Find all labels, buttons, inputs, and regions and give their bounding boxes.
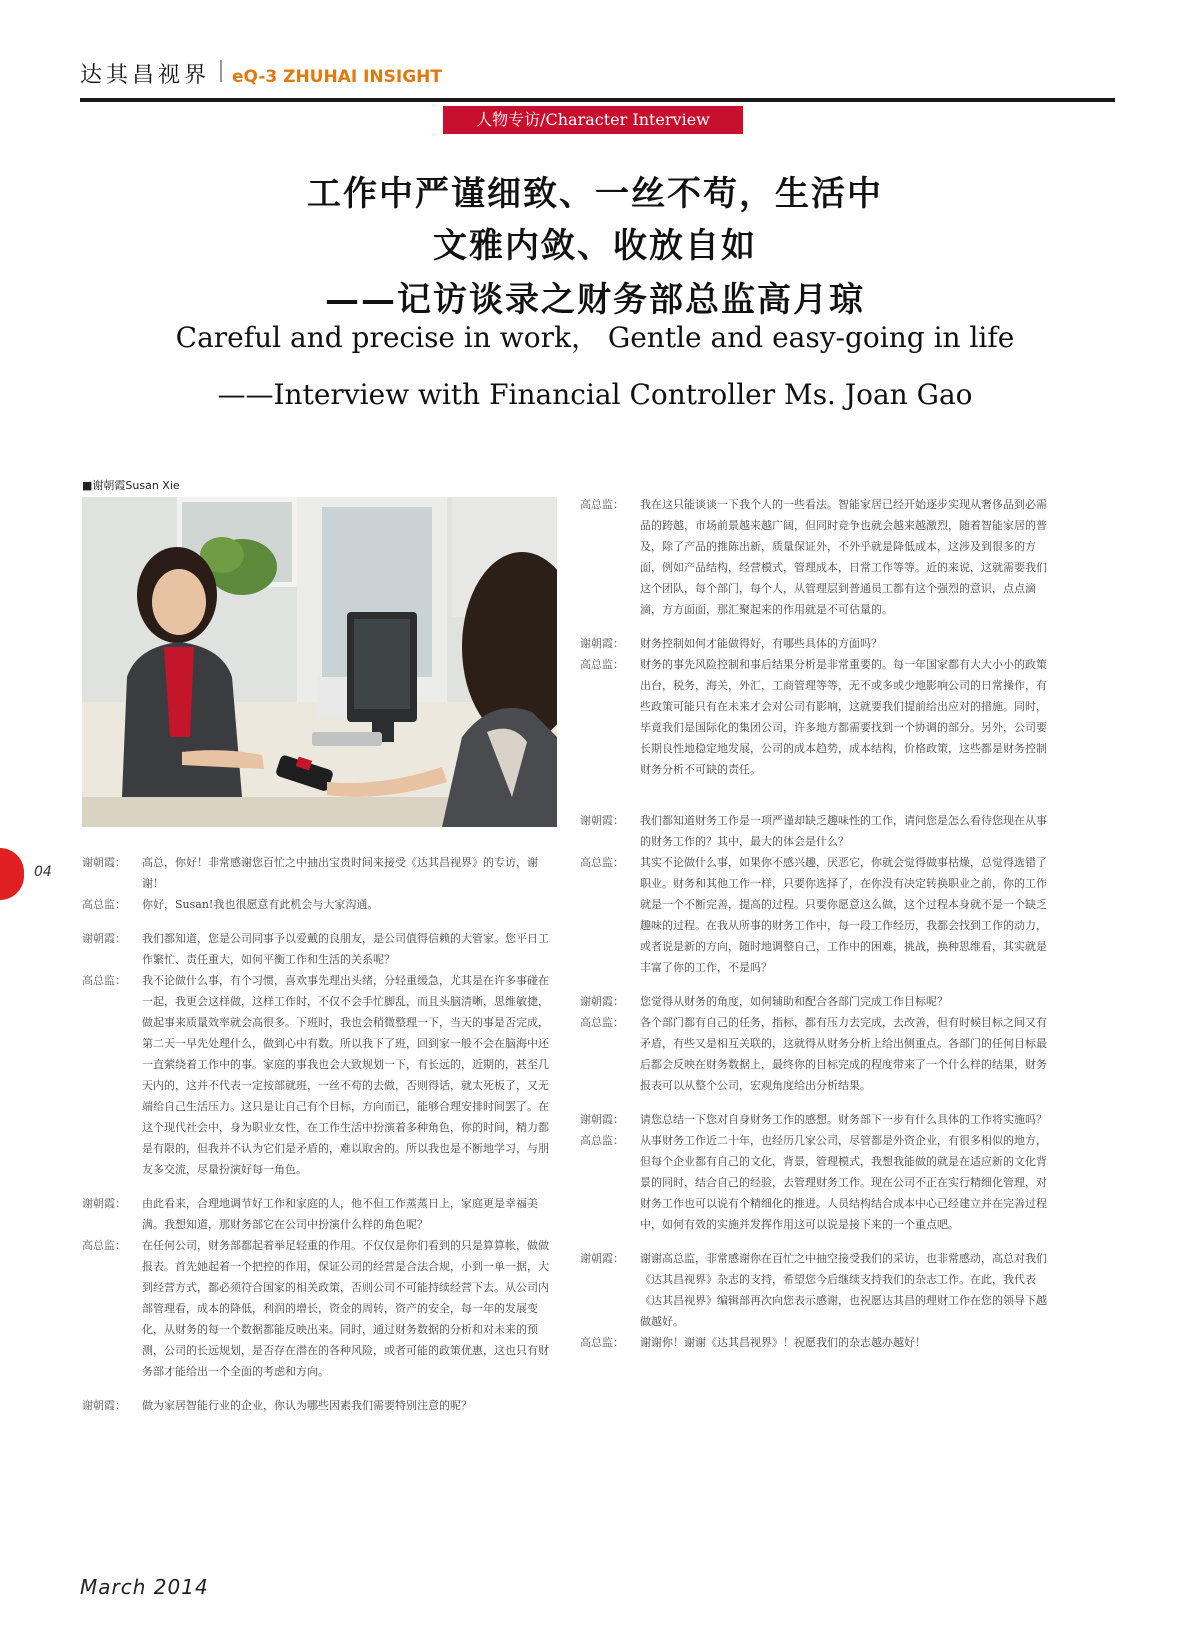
author-byline: ■谢朝霞Susan Xie [82,479,180,492]
interview-photo [82,497,557,827]
paragraph-text: 我在这只能谈谈一下我个人的一些看法。智能家居已经开始逐步实现从奢侈品到必需品的跨越，市场前景越来越广阔，但同时竞争也就会越来越激烈，随着智能家居的普及，除了产品的推陈出新，质量保证外，不外乎就是降低成本，这涉及到很多的方面，例如产品结构，经营模式，管理成本，日常工作等等。近的来说，这就需要我们这个团队，每个部门，每个人，从管理层到普通员工都有这个强烈的意识，点点滴滴，方方面面，那汇聚起来的作用就是不可估量的。 [640,498,1047,616]
speaker-label: 高总监： [580,1016,624,1029]
speaker-label: 谢朝霞： [580,1252,624,1265]
qa-paragraph [580,1130,1055,1235]
speaker-label: 高总监： [82,974,126,987]
paragraph-text: 高总，你好！非常感谢您百忙之中抽出宝贵时间来接受《达其昌视界》的专访，谢谢！ [142,856,538,890]
page-marker [0,848,24,900]
qa-paragraph [82,928,554,970]
qa-paragraph [580,991,1055,1012]
title-cn-line1: 工作中严谨细致、一丝不苟，生活中 [307,174,883,214]
title-cn-line3: ——记访谈录之财务部总监高月琼 [325,280,865,320]
speaker-label: 高总监： [580,658,624,671]
issue-date: March 2014 [80,1575,209,1599]
speaker-label: 谢朝霞： [580,1113,624,1126]
section-tag: 人物专访/Character Interview [443,106,743,134]
paragraph-text: 其实不论做什么事，如果你不感兴趣，厌恶它，你就会觉得做事枯燥，总觉得选错了职业。财务和其他工作一样，只要你选择了，在你没有决定转换职业之前，你的工作就是一个不断完善，提高的过程。只要你愿意这么做，这个过程本身就不是一个缺乏趣味的过程。在我从所事的财务工作中，每一段工作经历，我都会找到工作的动力，或者说是新的方向，随时地调整自己，工作中的困难，挑战，换种思维看，其实就是丰富了你的工作，不是吗？ [640,856,1047,974]
speaker-label: 谢朝霞： [580,814,624,827]
speaker-label: 高总监： [580,856,624,869]
speaker-label: 高总监： [82,1239,126,1252]
speaker-label: 谢朝霞： [82,1399,126,1412]
paragraph-text: 由此看来，合理地调节好工作和家庭的人，他不但工作蒸蒸日上，家庭更是幸福美满。我想知道，那财务部它在公司中扮演什么样的角色呢？ [142,1197,538,1231]
paragraph-text: 我不论做什么事，有个习惯，喜欢事先理出头绪，分轻重缓急，尤其是在许多事碰在一起，我更会这样做，这样工作时，不仅不会手忙脚乱，而且头脑清晰，思维敏捷，做起事来质量效率就会高很多。下班时，我也会稍微整理一下，当天的事是否完成，第二天一早先处理什么，做到心中有数。所以我下了班，回到家一般不会在脑海中还一直萦绕着工作中的事。家庭的事我也会大致规划一下，有长远的，近期的，甚至几天内的，这并不代表一定按部就班，一丝不苟的去做，否则得话，就太死板了，又无端给自己生活压力。这只是让自己有个目标，方向而已，能够合理安排时间罢了。在这个现代社会中，身为职业女性，在工作生活中扮演着多种角色，你的时间，精力都是有限的，但我并不认为它们是矛盾的，难以取舍的。所以我也是不断地学习，与朋友多交流，尽量扮演好每一角色。 [142,974,549,1176]
speaker-label: 高总监： [580,498,624,511]
paragraph-text: 谢谢你！谢谢《达其昌视界》！祝愿我们的杂志越办越好！ [640,1336,926,1349]
masthead [80,58,442,89]
speaker-label: 高总监： [82,898,126,911]
paragraph-text: 我们都知道，您是公司同事予以爱戴的良朋友，是公司值得信赖的大管家。您平日工作繁忙、责任重大，如何平衡工作和生活的关系呢？ [142,932,549,966]
qa-paragraph [580,1109,1055,1130]
article-left-column [82,852,554,1416]
masthead-divider [220,60,222,82]
speaker-label: 高总监： [580,1336,624,1349]
brand-english: eQ-3 ZHUHAI INSIGHT [232,67,443,87]
title-en-line2: ——Interview with Financial Controller Ms. Joan Gao [217,378,973,411]
page-number: 04 [34,864,52,880]
speaker-label: 高总监： [580,1134,624,1147]
paragraph-text: 你好，Susan!我也很愿意有此机会与大家沟通。 [142,898,379,911]
header-rule [80,98,1115,102]
qa-paragraph [580,494,1055,620]
qa-paragraph [580,654,1055,780]
qa-paragraph [580,633,1055,654]
qa-paragraph [82,894,554,915]
article-right-column [580,494,1055,1353]
qa-paragraph [580,852,1055,978]
brand-chinese: 达其昌视界 [80,63,211,88]
paragraph-text: 做为家居智能行业的企业，你认为哪些因素我们需要特别注意的呢？ [142,1399,472,1412]
paragraph-text: 请您总结一下您对自身财务工作的感想。财务部下一步有什么具体的工作将实施吗？ [640,1113,1047,1126]
speaker-label: 谢朝霞： [580,995,624,1008]
paragraph-text: 财务控制如何才能做得好，有哪些具体的方面吗？ [640,637,882,650]
paragraph-text: 在任何公司，财务部都起着举足轻重的作用。不仅仅是你们看到的只是算算帐，做做报表。首先她起着一个把控的作用，保证公司的经营是合法合规，小到一单一据，大到经营方式，都必须符合国家的相关政策，否则公司不可能持续经营下去。从公司内部管理看，成本的降低，利润的增长，资金的周转，资产的安全，每一年的发展变化，从财务的每一个数据都能反映出来。同时，通过财务数据的分析和对未来的预测，公司的长远规划，是否存在潜在的各种风险，或者可能的政策优惠，这也只有财务部才能给出一个全面的考虑和方向。 [142,1239,549,1378]
paragraph-text: 从事财务工作近二十年，也经历几家公司，尽管都是外资企业，有很多相似的地方，但每个企业都有自己的文化，背景，管理模式，我想我能做的就是在适应新的文化背景的同时，结合自己的经验，去管理财务工作。现在公司不正在实行精细化管理，对财务工作也可以说有个精细化的推进。人员结构结合成本中心已经建立并在完善过程中，如何有效的实施并发挥作用这可以说是接下来的一个重点吧。 [640,1134,1047,1231]
speaker-label: 谢朝霞： [82,932,126,945]
paragraph-text: 财务的事先风险控制和事后结果分析是非常重要的。每一年国家都有大大小小的政策出台，税务，海关，外汇，工商管理等等，无不或多或少地影响公司的日常操作，有些政策可能只有在未来才会对公司有影响，这就要我们提前给出应对的措施。同时，毕竟我们是国际化的集团公司，许多地方都需要找到一个协调的部分。另外，公司要长期良性地稳定地发展，公司的成本趋势，成本结构，价格政策，这些都是财务控制财务分析不可缺的责任。 [640,658,1047,776]
qa-paragraph [82,852,554,894]
qa-paragraph [580,1012,1055,1096]
qa-paragraph [82,1193,554,1235]
title-en-line1: Careful and precise in work， Gentle and easy-going in life [175,321,1015,354]
speaker-label: 谢朝霞： [82,856,126,869]
paragraph-text: 各个部门都有自己的任务，指标，都有压力去完成，去改善，但有时候目标之间又有矛盾，有些又是相互关联的，这就得从财务分析上给出侧重点。各部门的任何目标最后都会反映在财务数据上，最终你的目标完成的程度带来了一个什么样的结果，财务报表可以从整个公司，宏观角度给出分析结果。 [640,1016,1047,1092]
qa-paragraph [82,970,554,1180]
qa-paragraph [82,1395,554,1416]
interview-illustration [82,497,557,827]
qa-paragraph [580,810,1055,852]
speaker-label: 谢朝霞： [82,1197,126,1210]
speaker-label: 谢朝霞： [580,637,624,650]
qa-paragraph [580,1248,1055,1332]
paragraph-text: 谢谢高总监，非常感谢你在百忙之中抽空接受我们的采访，也非常感动，高总对我们《达其昌视界》杂志的支持，希望您今后继续支持我们的杂志工作。在此，我代表《达其昌视界》编辑部再次向您表示感谢，也祝愿达其昌的理财工作在您的领导下越做越好。 [640,1252,1047,1328]
paragraph-text: 您觉得从财务的角度，如何辅助和配合各部门完成工作目标呢？ [640,995,948,1008]
qa-paragraph [580,1332,1055,1353]
title-cn-line2: 文雅内敛、收放自如 [433,226,757,266]
qa-paragraph [82,1235,554,1382]
paragraph-text: 我们都知道财务工作是一项严谨却缺乏趣味性的工作，请问您是怎么看待您现在从事的财务工作的？其中，最大的体会是什么？ [640,814,1047,848]
